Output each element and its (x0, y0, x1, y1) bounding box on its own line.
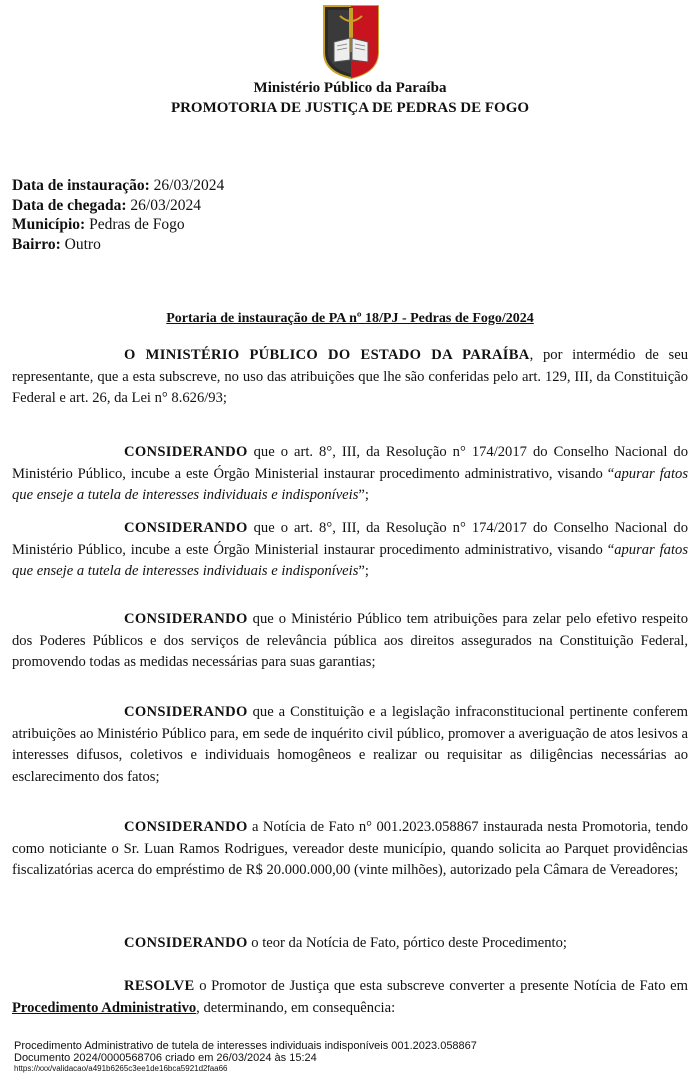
instauracao-row: Data de instauração: 26/03/2024 (12, 177, 225, 194)
paragraph-considerando-4: CONSIDERANDO que a Constituição e a legislação infraconstitucional pertinente conferem atribuições ao Ministério Público para, em sede de inquérito civil público, promover a averiguação de atos lesivos a interesses difusos, coletivos e individuais homogêneos e realizar ou requisitar as diligências necessárias ao esclarecimento dos fatos; (12, 704, 688, 785)
bairro-row: Bairro: Outro (12, 235, 101, 253)
paragraph-preamble: O MINISTÉRIO PÚBLICO DO ESTADO DA PARAÍBA, por intermédio de seu representante, que a esta subscreve, no uso das atribuições que lhe são conferidas pelo art. 129, III, da Constituição Federal e art. 26, da Lei n° 8.626/93; (12, 347, 688, 406)
paragraph-resolve: RESOLVE o Promotor de Justiça que esta subscreve converter a presente Notícia de Fato em Procedimento Administrativo, determinando, em consequência: (12, 978, 688, 1016)
procedure-metadata (12, 176, 224, 254)
footer-document-line: Documento 2024/0000568706 criado em 26/03/2024 às 15:24 (14, 1051, 317, 1064)
paragraph-considerando-2: CONSIDERANDO que o art. 8°, III, da Resolução n° 174/2017 do Conselho Nacional do Ministério Público, incube a este Órgão Ministerial instaurar procedimento administrativo, visando “apurar fatos que enseje a tutela de interesses individuais e indisponíveis”; (12, 520, 688, 579)
paragraph-considerando-6: CONSIDERANDO o teor da Notícia de Fato, pórtico deste Procedimento; (124, 935, 567, 951)
document-footer (14, 1041, 477, 1074)
document-title: Portaria de instauração de PA nº 18/PJ - Pedras de Fogo/2024 (166, 311, 534, 326)
office-name: PROMOTORIA DE JUSTIÇA DE PEDRAS DE FOGO (170, 100, 530, 116)
procedimento-administrativo-link: Procedimento Administrativo (12, 999, 197, 1016)
ministerio-publico-crest (320, 2, 382, 80)
paragraph-considerando-5: CONSIDERANDO a Notícia de Fato n° 001.2023.058867 instaurada nesta Promotoria, tendo como noticiante o Sr. Luan Ramos Rodrigues, vereador deste município, quando solicita ao Parquet providências fiscalizatórias acerca do empréstimo de R$ 20.000.000,00 (vinte milhões), autorizado pela Câmara de Vereadores; (12, 819, 688, 878)
institution-name: Ministério Público da Paraíba (253, 80, 447, 96)
footer-validation-url: https://xxx/validacao/a491b6265c3ee1de16bca5921d2faa66 (14, 1064, 228, 1073)
paragraph-considerando-1: CONSIDERANDO que o art. 8°, III, da Resolução n° 174/2017 do Conselho Nacional do Ministério Público, incube a este Órgão Ministerial instaurar procedimento administrativo, visando “apurar fatos que enseje a tutela de interesses individuais e indisponíveis”; (12, 444, 688, 503)
footer-procedure-line: Procedimento Administrativo de tutela de interesses individuais indisponíveis 001.2023.058867 (14, 1040, 477, 1052)
chegada-row: Data de chegada: 26/03/2024 (12, 196, 202, 214)
municipio-row: Município: Pedras de Fogo (12, 216, 185, 233)
paragraph-considerando-3: CONSIDERANDO que o Ministério Público tem atribuições para zelar pelo efetivo respeito dos Poderes Públicos e dos serviços de relevância pública aos direitos assegurados na Constituição Federal, promovendo todas as medidas necessárias para suas garantias; (12, 611, 688, 670)
